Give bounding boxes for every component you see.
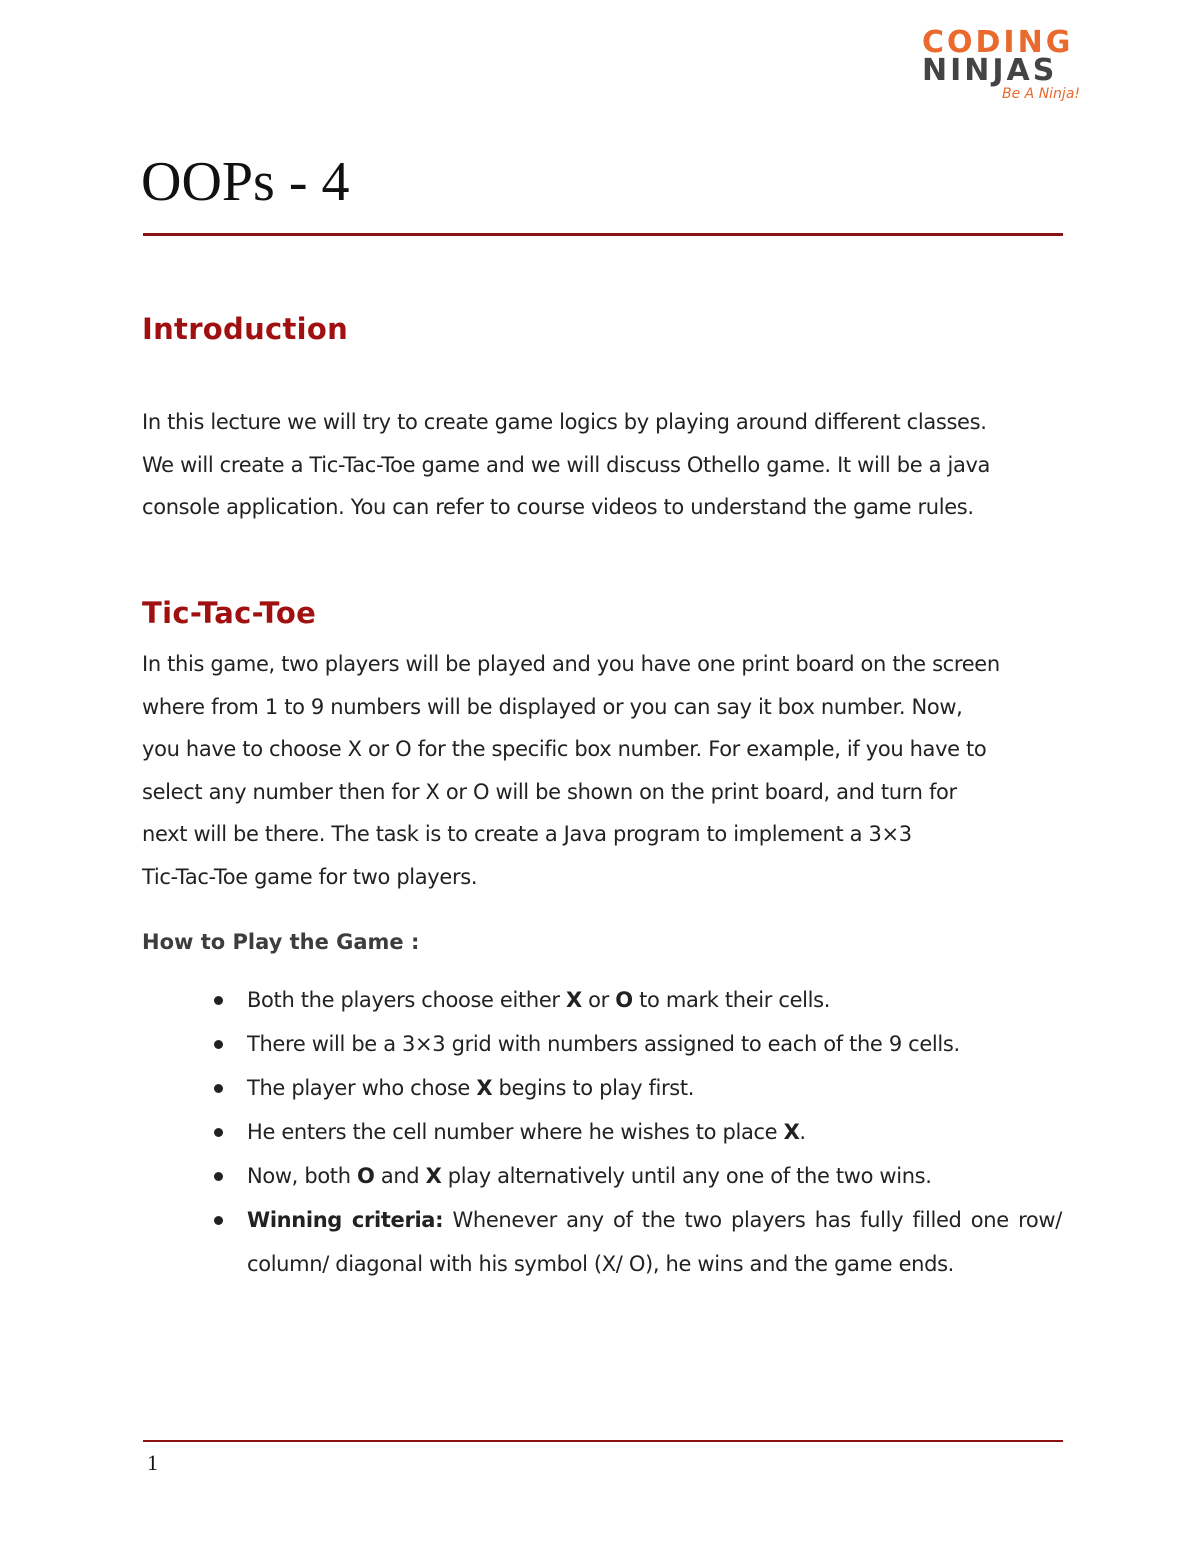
introduction-paragraph (142, 401, 1072, 529)
intro-line: We will create a Tic-Tac-Toe game and we will discuss Othello game. It will be a java (142, 452, 991, 477)
how-to-play-heading: How to Play the Game : (142, 930, 420, 954)
rule-text: There will be a 3×3 grid with numbers assigned to each of the 9 cells. (247, 1032, 960, 1056)
rule-item (142, 978, 1062, 1022)
rule-item (142, 1154, 1062, 1198)
logo-line2: NINJAS (922, 53, 1058, 88)
ttt-line: Tic-Tac-Toe game for two players. (142, 864, 478, 889)
rule-text: . (799, 1120, 806, 1144)
rule-item (142, 1110, 1062, 1154)
rule-item (142, 1198, 1062, 1286)
title-divider (143, 233, 1063, 236)
rule-text: The player who chose (247, 1076, 477, 1100)
introduction-heading: Introduction (142, 312, 349, 346)
bullet-icon (214, 996, 223, 1005)
rule-bold-text: X (425, 1164, 442, 1188)
bullet-icon (214, 1084, 223, 1093)
rule-bold-text: O (615, 988, 633, 1012)
ttt-line: where from 1 to 9 numbers will be displayed or you can say it box number. Now, (142, 694, 963, 719)
rule-text: Whenever any of the two players has fully filled one row/ column/ diagonal with his symbol (X/ O), he wins and the game ends. (247, 1208, 1062, 1276)
tictactoe-paragraph (142, 643, 1072, 899)
rule-bold-text: O (356, 1164, 375, 1188)
page-number: 1 (147, 1450, 158, 1475)
footer-divider (143, 1440, 1063, 1442)
intro-line: In this lecture we will try to create game logics by playing around different classes. (142, 410, 987, 434)
rule-bold-text: X (476, 1076, 493, 1100)
intro-line: console application. You can refer to course videos to understand the game rules. (142, 495, 974, 519)
logo-line1: CODING (922, 25, 1074, 60)
rule-text: Now, both (247, 1164, 357, 1188)
bullet-icon (214, 1040, 223, 1049)
logo-tagline: Be A Ninja! (1002, 86, 1081, 102)
document-title: OOPs - 4 (141, 151, 350, 213)
rule-item (142, 1066, 1062, 1110)
rule-item (142, 1022, 1062, 1066)
tictactoe-heading: Tic-Tac-Toe (142, 596, 317, 630)
bullet-icon (214, 1128, 223, 1137)
ttt-line: In this game, two players will be played and you have one print board on the screen (142, 652, 1000, 676)
rule-text: begins to play first. (492, 1076, 695, 1100)
bullet-icon (214, 1172, 223, 1181)
bullet-icon (214, 1216, 223, 1225)
rule-text: to mark their cells. (632, 988, 831, 1012)
ttt-line: next will be there. The task is to create a Java program to implement a 3×3 (142, 822, 912, 847)
rule-text: and (374, 1164, 426, 1188)
ttt-line: you have to choose X or O for the specific box number. For example, if you have to (142, 737, 987, 762)
rule-bold-text: Winning criteria: (247, 1208, 444, 1232)
rule-text: He enters the cell number where he wishes to place (247, 1120, 784, 1144)
rule-text: Both the players choose either (247, 988, 567, 1012)
rule-bold-text: X (566, 988, 582, 1012)
rules-list (142, 978, 1062, 1286)
rule-bold-text: X (783, 1120, 800, 1144)
rule-text: play alternatively until any one of the two wins. (441, 1164, 932, 1188)
rule-text: or (581, 988, 616, 1012)
coding-ninjas-logo (922, 22, 1098, 102)
ttt-line: select any number then for X or O will be shown on the print board, and turn for (142, 779, 957, 804)
